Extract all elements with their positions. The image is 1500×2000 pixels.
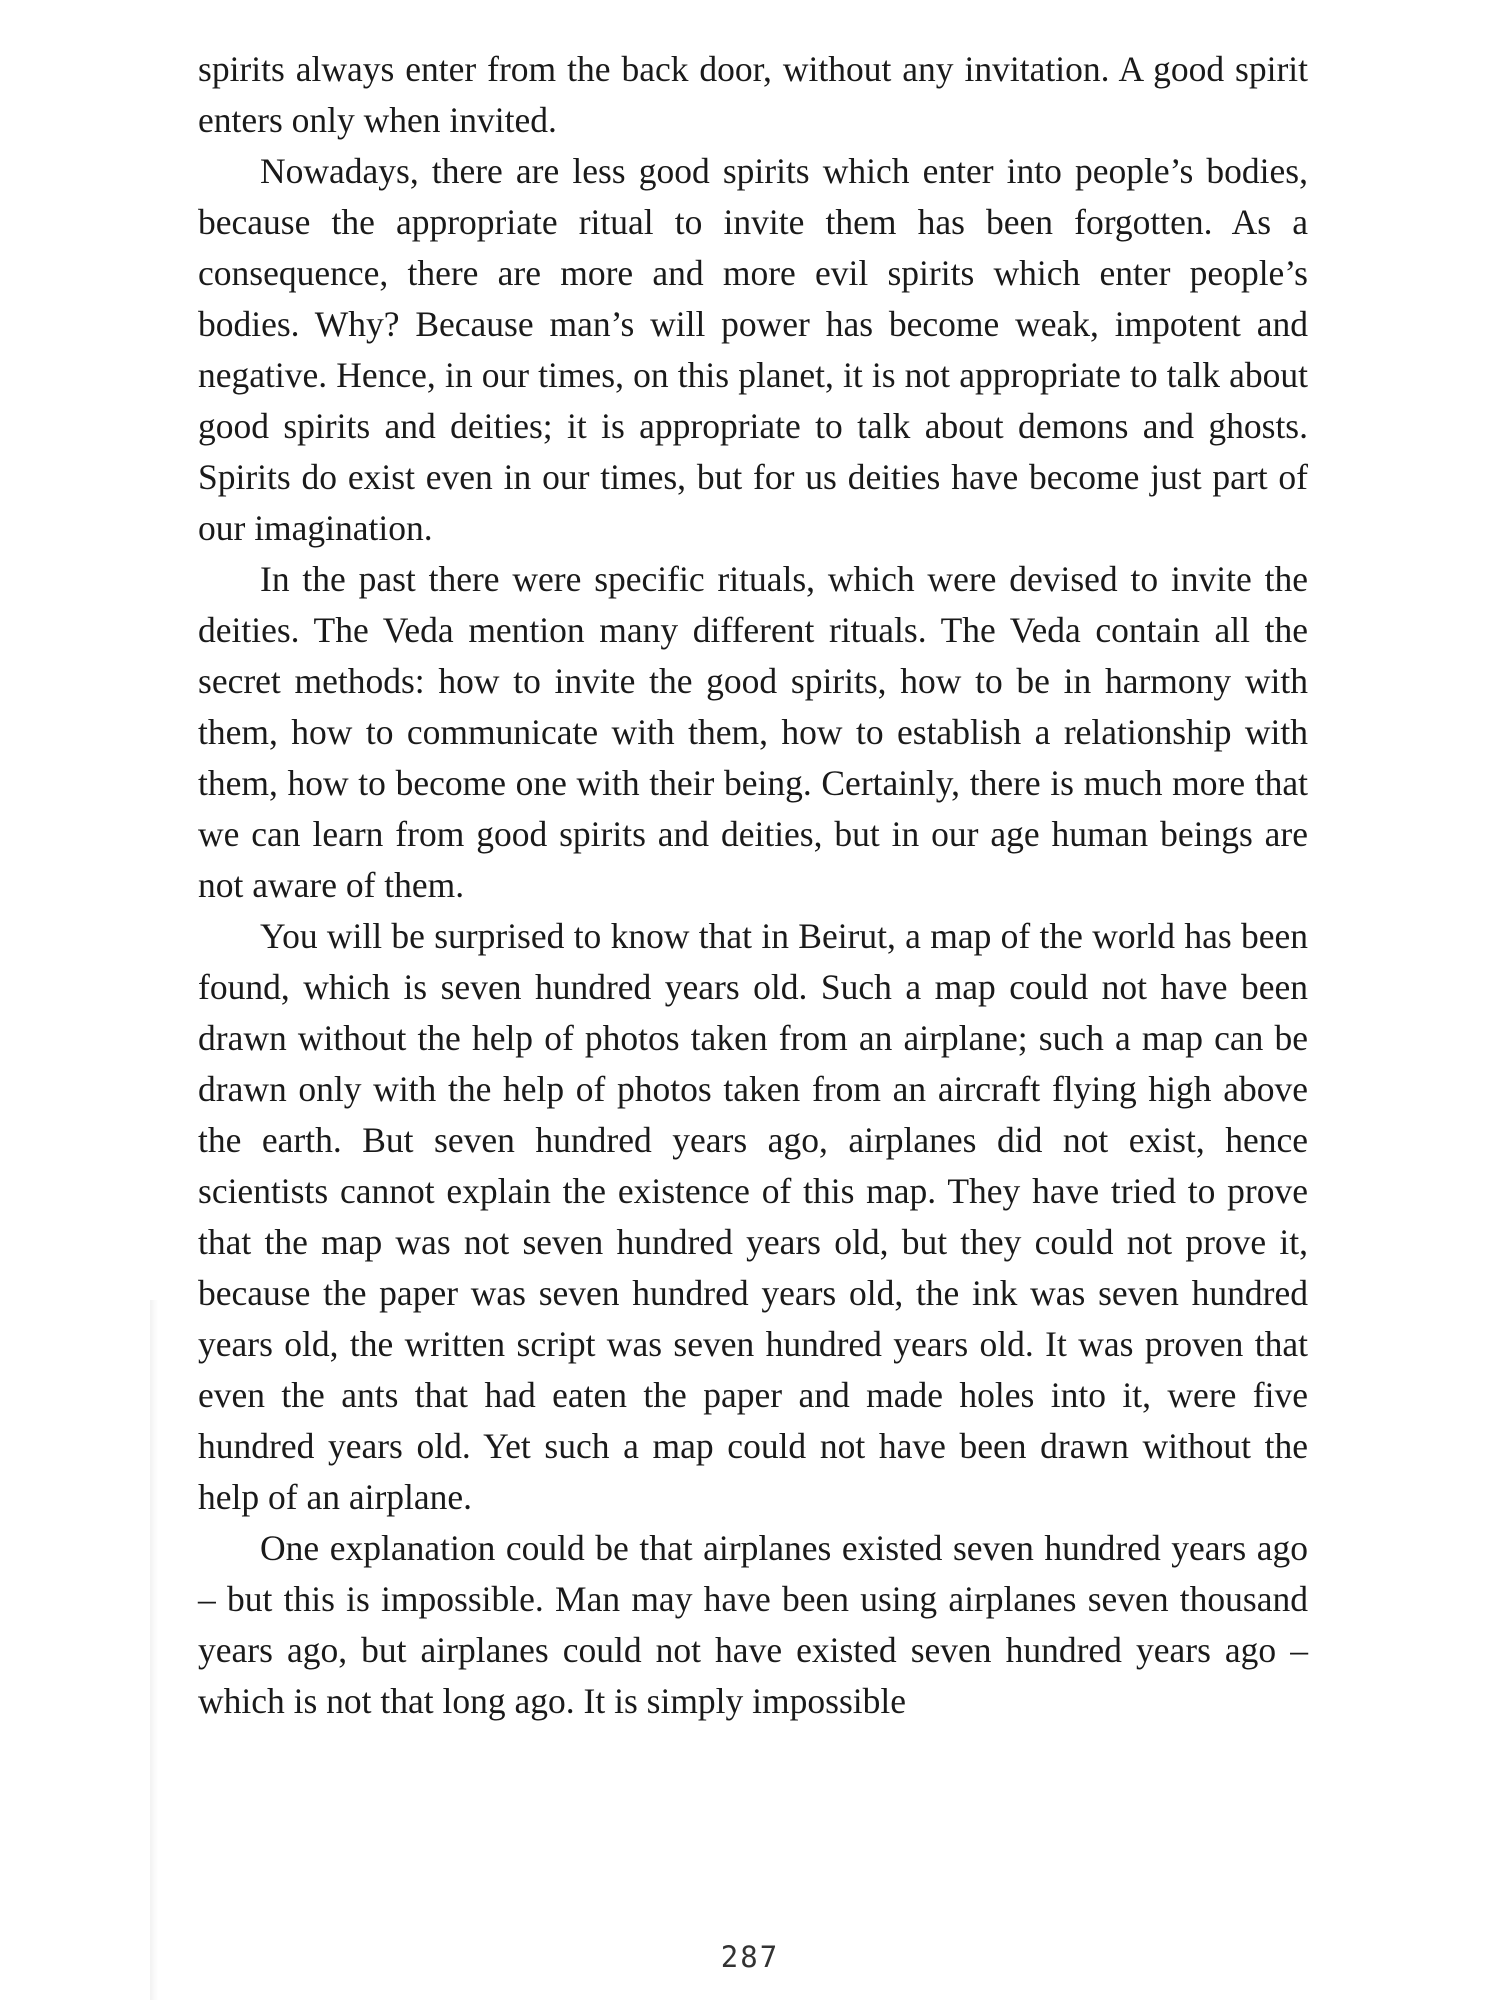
page-gutter-shadow <box>150 1300 158 2000</box>
paragraph-1: spirits always enter from the back door, without any invitation. A good spirit enters only when invited. <box>198 49 1308 140</box>
paragraph-4: You will be surprised to know that in Beirut, a map of the world has been found, which is seven hundred years old. Such a map could not have been drawn without the help of photos taken from an airplane; such a map can be drawn only with the help of photos taken from an aircraft flying high above the earth. But seven hundred years ago, airplanes did not exist, hence scientists cannot explain the existence of this map. They have tried to prove that the map was not seven hundred years old, but they could not prove it, because the paper was seven hundred years old, the ink was seven hundred years old, the written script was seven hundred years old. It was proven that even the ants that had eaten the paper and made holes into it, were five hundred years old. Yet such a map could not have been drawn without the help of an airplane. <box>198 916 1308 1517</box>
page-number: 287 <box>720 1940 780 1974</box>
paragraph-2: Nowadays, there are less good spirits which enter into people’s bodies, because the appropriate ritual to invite them has been forgotten. As a consequence, there are more and more evil spirits which enter people’s bodies. Why? Because man’s will power has become weak, impotent and negative. Hence, in our times, on this planet, it is not appropriate to talk about good spirits and deities; it is appropriate to talk about demons and ghosts. Spirits do exist even in our times, but for us deities have become just part of our imagination. <box>198 151 1308 548</box>
body-text <box>198 44 1308 1727</box>
paragraph-5: One explanation could be that airplanes existed seven hundred years ago – but this is impossible. Man may have been using airplanes seven thousand years ago, but airplanes could not have existed seven hundred years ago – which is not that long ago. It is simply impossible <box>198 1528 1308 1721</box>
paragraph-3: In the past there were specific rituals, which were devised to invite the deities. The Veda mention many different rituals. The Veda contain all the secret methods: how to invite the good spirits, how to be in harmony with them, how to communicate with them, how to establish a relationship with them, how to become one with their being. Certainly, there is much more that we can learn from good spirits and deities, but in our age human beings are not aware of them. <box>198 559 1308 905</box>
